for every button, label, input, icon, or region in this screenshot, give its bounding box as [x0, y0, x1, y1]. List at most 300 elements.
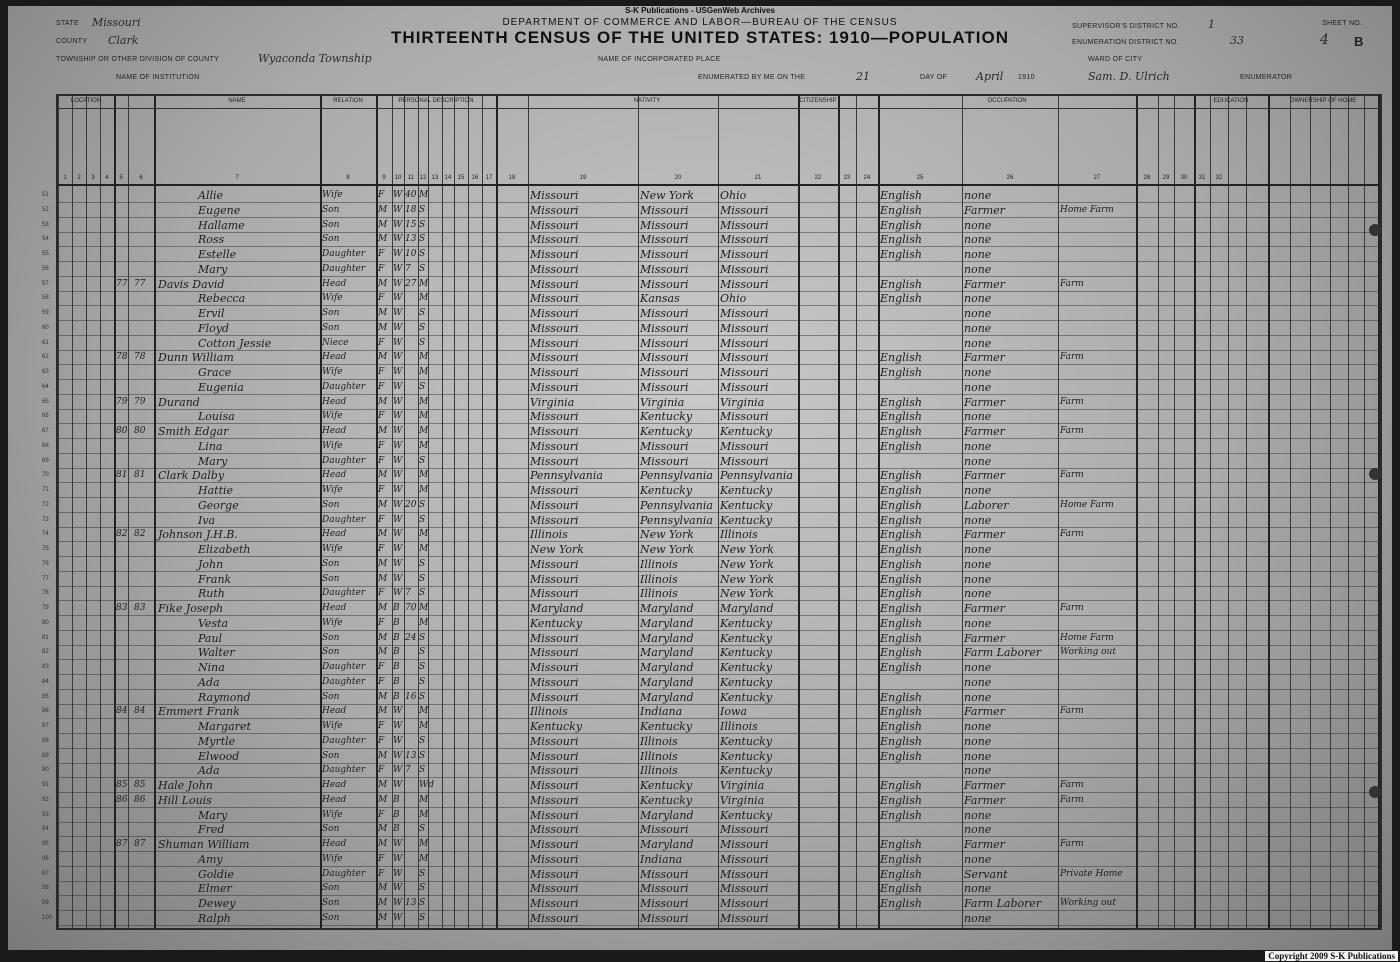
birthplace: Missouri [530, 646, 579, 660]
institution-label: NAME OF INSTITUTION [116, 74, 200, 81]
race: W [393, 411, 403, 422]
birthplace: Missouri [530, 690, 579, 704]
occupation: Farmer [964, 631, 1005, 645]
dwelling-number [116, 660, 136, 675]
mother-birthplace: Missouri [720, 882, 769, 896]
occupation: none [964, 720, 992, 733]
birthplace: Illinois [530, 705, 568, 719]
column-number: 14 [444, 175, 452, 181]
sex: F [378, 190, 385, 200]
person-name: Smith Edgar [158, 425, 229, 438]
occupation: none [964, 321, 992, 335]
industry [1060, 572, 1136, 587]
race: W [393, 544, 403, 554]
industry: Farm [1060, 352, 1084, 363]
father-birthplace: Missouri [640, 366, 689, 379]
race: B [393, 632, 400, 643]
dwelling-number: 83 [116, 603, 128, 613]
birthplace: Missouri [530, 823, 579, 837]
person-name: Ross [198, 233, 225, 247]
person-name: Estelle [198, 248, 237, 261]
person-name: Ada [198, 675, 220, 689]
mother-birthplace: Missouri [720, 321, 769, 335]
dwelling-number [116, 586, 136, 601]
father-birthplace: Maryland [640, 616, 694, 630]
person-name: Elizabeth [198, 543, 251, 556]
age [405, 660, 419, 675]
relation: Daughter [322, 381, 366, 392]
sex: M [378, 824, 388, 835]
mother-birthplace: Iowa [720, 705, 747, 719]
occupation: none [964, 233, 992, 247]
binding-hole [1369, 468, 1381, 480]
person-name: Hill Louis [158, 793, 212, 807]
table-row [42, 896, 1380, 911]
sex: M [378, 529, 388, 540]
dwelling-number [116, 719, 136, 734]
family-number [134, 852, 154, 867]
age [405, 837, 419, 852]
race: W [393, 499, 403, 510]
relation: Head [322, 839, 347, 849]
dwelling-number: 84 [116, 706, 128, 717]
mother-birthplace: Kentucky [720, 749, 773, 763]
marital-status: M [419, 721, 429, 731]
industry [1060, 483, 1136, 498]
table-row [42, 719, 1380, 734]
marital-status: S [419, 249, 426, 259]
mother-birthplace: Illinois [720, 720, 758, 733]
column-number: 25 [916, 175, 924, 181]
relation: Daughter [322, 735, 366, 746]
marital-status: S [419, 632, 426, 643]
marital-status: S [419, 204, 426, 215]
marital-status: M [419, 470, 429, 481]
column-heading: NATIVITY [633, 98, 661, 104]
table-row [42, 911, 1380, 926]
marital-status: M [419, 529, 429, 540]
dwelling-number [116, 822, 136, 837]
industry: Home Farm [1060, 204, 1114, 215]
relation: Son [322, 234, 340, 245]
relation: Son [322, 647, 340, 658]
person-name: Walter [198, 646, 235, 660]
dwelling-number [116, 808, 136, 823]
dwelling-number [116, 749, 136, 764]
father-birthplace: Missouri [640, 911, 689, 925]
family-number: 84 [134, 706, 146, 717]
year-value: 1910 [1018, 74, 1035, 81]
occupation: none [964, 587, 992, 601]
marital-status: S [419, 647, 426, 658]
table-row [42, 557, 1380, 572]
incorporated-label: NAME OF INCORPORATED PLACE [598, 56, 721, 63]
age [405, 365, 419, 380]
family-number [134, 911, 154, 926]
age [405, 793, 419, 808]
occupation: none [964, 248, 992, 261]
father-birthplace: Maryland [640, 675, 694, 689]
line-number: 51 [42, 192, 49, 198]
line-number: 68 [42, 442, 49, 449]
occupation: none [964, 439, 992, 453]
mother-birthplace: Missouri [720, 867, 769, 881]
age [405, 808, 419, 823]
birthplace: Missouri [530, 661, 579, 674]
occupation: Farmer [964, 602, 1005, 615]
father-birthplace: Missouri [640, 218, 689, 232]
birthplace: Kentucky [530, 720, 583, 733]
race: W [393, 853, 403, 864]
occupation: none [964, 616, 992, 630]
sex: M [378, 794, 388, 805]
birthplace: Missouri [530, 248, 579, 261]
relation: Daughter [322, 514, 366, 525]
language [880, 763, 960, 778]
dwelling-number [116, 631, 136, 646]
father-birthplace: Maryland [640, 631, 694, 645]
person-name: John [198, 557, 224, 571]
age: 13 [405, 898, 417, 908]
person-name: Elmer [198, 882, 232, 896]
mother-birthplace: Kentucky [720, 616, 773, 630]
birthplace: Missouri [530, 852, 579, 866]
line-number: 98 [42, 885, 49, 892]
table-row [42, 763, 1380, 778]
person-name: Lina [198, 439, 223, 453]
relation: Daughter [322, 249, 366, 259]
column-number: 8 [346, 175, 350, 181]
father-birthplace: Missouri [640, 307, 689, 320]
relation: Son [322, 632, 340, 643]
line-number: 77 [42, 575, 49, 582]
father-birthplace: Virginia [640, 395, 685, 409]
marital-status: S [419, 750, 426, 761]
father-birthplace: Missouri [640, 380, 689, 394]
family-number [134, 616, 154, 631]
family-number [134, 306, 154, 321]
industry [1060, 660, 1136, 675]
race: W [393, 322, 403, 333]
birthplace: Missouri [530, 793, 579, 807]
language: English [880, 469, 922, 483]
person-name: Ada [198, 764, 220, 778]
father-birthplace: New York [640, 189, 694, 202]
dwelling-number [116, 542, 136, 557]
father-birthplace: Missouri [640, 897, 689, 910]
dwelling-number [116, 218, 136, 233]
column-number: 11 [407, 175, 415, 181]
marital-status: S [419, 558, 426, 569]
person-name: Iva [198, 513, 216, 527]
occupation: Servant [964, 867, 1008, 881]
age [405, 306, 419, 321]
mother-birthplace: Kentucky [720, 808, 773, 822]
sex: F [378, 514, 385, 525]
dwelling-number: 82 [116, 529, 128, 540]
relation: Wife [322, 440, 343, 451]
table-row [42, 277, 1380, 292]
industry [1060, 881, 1136, 896]
sex: F [378, 735, 385, 746]
occupation: none [964, 292, 992, 306]
sex: F [378, 853, 385, 864]
father-birthplace: Maryland [640, 661, 694, 674]
industry [1060, 749, 1136, 764]
age [405, 454, 419, 469]
family-number [134, 380, 154, 395]
race: B [393, 691, 400, 702]
birthplace: Missouri [530, 882, 579, 896]
sex: M [378, 499, 388, 510]
line-number: 52 [42, 206, 49, 213]
birthplace: Missouri [530, 808, 579, 822]
marital-status: S [419, 883, 426, 894]
age: 20 [405, 499, 417, 510]
father-birthplace: New York [640, 543, 694, 556]
person-name: Elwood [198, 749, 240, 763]
column-heading: NAME [228, 98, 246, 104]
race: B [393, 603, 400, 613]
industry: Home Farm [1060, 632, 1114, 643]
family-number [134, 454, 154, 469]
language: English [880, 690, 922, 704]
marital-status: S [419, 308, 426, 318]
marital-status: M [419, 352, 429, 363]
father-birthplace: Missouri [640, 823, 689, 837]
relation: Daughter [322, 765, 366, 776]
race: W [393, 514, 403, 525]
birthplace: Missouri [530, 675, 579, 689]
sex: M [378, 558, 388, 569]
family-number: 81 [134, 470, 146, 481]
family-number: 78 [134, 352, 146, 363]
race: W [393, 765, 403, 776]
birthplace: Missouri [530, 557, 579, 571]
industry [1060, 513, 1136, 528]
occupation: Farmer [964, 528, 1005, 542]
birthplace: Missouri [530, 734, 579, 748]
sex: F [378, 721, 385, 731]
person-name: Hattie [198, 484, 234, 497]
father-birthplace: Missouri [640, 882, 689, 896]
age: 7 [405, 263, 411, 274]
age: 10 [405, 249, 417, 259]
mother-birthplace: Virginia [720, 395, 765, 409]
industry [1060, 232, 1136, 247]
language [880, 454, 960, 469]
dwelling-number [116, 763, 136, 778]
relation: Wife [322, 190, 343, 200]
birthplace: Missouri [530, 307, 579, 320]
father-birthplace: Missouri [640, 867, 689, 881]
age [405, 822, 419, 837]
family-number [134, 675, 154, 690]
father-birthplace: Indiana [640, 705, 683, 719]
occupation: Farmer [964, 705, 1005, 719]
dwelling-number: 86 [116, 794, 128, 805]
industry [1060, 734, 1136, 749]
dwelling-number [116, 321, 136, 336]
age: 7 [405, 588, 411, 599]
line-number: 78 [42, 590, 49, 597]
birthplace: Missouri [530, 233, 579, 247]
age [405, 778, 419, 793]
race: W [393, 190, 403, 200]
sex: M [378, 706, 388, 717]
person-name: Ralph [198, 911, 231, 925]
occupation: none [964, 557, 992, 571]
language [880, 822, 960, 837]
family-number: 79 [134, 396, 146, 407]
birthplace: Missouri [530, 867, 579, 881]
father-birthplace: Missouri [640, 233, 689, 247]
table-row [42, 778, 1380, 793]
dwelling-number [116, 365, 136, 380]
sex: F [378, 440, 385, 451]
family-number: 80 [134, 426, 146, 436]
language: English [880, 734, 922, 748]
township-value: Wyaconda Township [258, 52, 372, 65]
father-birthplace: Maryland [640, 808, 694, 822]
age [405, 719, 419, 734]
line-number: 91 [42, 782, 49, 788]
line-number: 56 [42, 265, 49, 272]
family-number [134, 645, 154, 660]
dwelling-number: 85 [116, 780, 128, 790]
language: English [880, 587, 922, 601]
language: English [880, 292, 922, 306]
birthplace: Missouri [530, 218, 579, 232]
relation: Daughter [322, 676, 366, 687]
table-row [42, 291, 1380, 306]
race: W [393, 735, 403, 746]
mother-birthplace: Virginia [720, 793, 765, 807]
line-number: 71 [42, 487, 49, 493]
race: W [393, 367, 403, 377]
father-birthplace: New York [640, 528, 694, 542]
race: W [393, 883, 403, 894]
person-name: Clark Dalby [158, 469, 225, 483]
language: English [880, 351, 922, 365]
table-row [42, 350, 1380, 365]
dwelling-number [116, 557, 136, 572]
person-name: Durand [158, 395, 200, 409]
mother-birthplace: New York [720, 572, 774, 586]
industry: Farm [1060, 780, 1084, 790]
industry [1060, 852, 1136, 867]
person-name: Allie [198, 189, 224, 202]
relation: Niece [322, 337, 349, 348]
person-name: Dunn William [158, 351, 234, 365]
occupation: none [964, 543, 992, 556]
family-number [134, 336, 154, 351]
column-number: 29 [1162, 175, 1170, 181]
language [880, 675, 960, 690]
family-number [134, 498, 154, 513]
column-heading: EDUCATION [1213, 98, 1249, 104]
race: W [393, 912, 403, 923]
language: English [880, 616, 922, 630]
language: English [880, 189, 922, 202]
age [405, 645, 419, 660]
language [880, 306, 960, 321]
marital-status: M [419, 278, 429, 289]
birthplace: Missouri [530, 454, 579, 468]
mother-birthplace: Kentucky [720, 498, 773, 512]
enumerator-label: ENUMERATOR [1240, 74, 1293, 81]
birthplace: Missouri [530, 484, 579, 497]
industry: Farm [1060, 278, 1084, 289]
marital-status: M [419, 809, 429, 820]
dwelling-number [116, 690, 136, 705]
sex: F [378, 676, 385, 687]
race: B [393, 647, 400, 658]
column-number: 31 [1198, 175, 1206, 181]
relation: Son [322, 898, 340, 908]
person-name: Paul [198, 631, 223, 645]
column-number: 1 [63, 175, 67, 181]
relation: Son [322, 750, 340, 761]
occupation: none [964, 911, 992, 925]
race: W [393, 455, 403, 466]
race: W [393, 721, 403, 731]
column-number: 20 [674, 175, 682, 181]
father-birthplace: Missouri [640, 351, 689, 365]
mother-birthplace: Missouri [720, 307, 769, 320]
marital-status: S [419, 234, 426, 245]
family-number [134, 232, 154, 247]
relation: Head [322, 426, 347, 436]
industry [1060, 690, 1136, 705]
father-birthplace: Kentucky [640, 720, 693, 733]
mother-birthplace: Kentucky [720, 513, 773, 527]
relation: Head [322, 706, 347, 717]
table-row [42, 483, 1380, 498]
sex: M [378, 470, 388, 481]
relation: Son [322, 573, 340, 584]
state-value: Missouri [92, 16, 141, 29]
occupation: Farmer [964, 395, 1005, 409]
dwelling-number: 78 [116, 352, 128, 363]
race: W [393, 780, 403, 790]
relation: Head [322, 352, 347, 363]
dwelling-number [116, 262, 136, 277]
relation: Wife [322, 367, 343, 377]
relation: Daughter [322, 455, 366, 466]
mother-birthplace: Missouri [720, 351, 769, 365]
father-birthplace: Kansas [640, 292, 680, 306]
language: English [880, 233, 922, 247]
race: W [393, 308, 403, 318]
person-name: Shuman William [158, 838, 250, 851]
age: 13 [405, 750, 417, 761]
industry: Working out [1060, 898, 1116, 908]
father-birthplace: Maryland [640, 646, 694, 660]
race: W [393, 352, 403, 363]
occupation: Farmer [964, 793, 1005, 807]
column-heading: CITIZENSHIP [799, 98, 837, 104]
occupation: none [964, 307, 992, 320]
mother-birthplace: Missouri [720, 454, 769, 468]
age [405, 321, 419, 336]
age [405, 350, 419, 365]
family-number [134, 867, 154, 882]
table-row [42, 203, 1380, 218]
sex: F [378, 868, 385, 879]
dwelling-number [116, 380, 136, 395]
day-of-label: DAY OF [920, 74, 948, 81]
